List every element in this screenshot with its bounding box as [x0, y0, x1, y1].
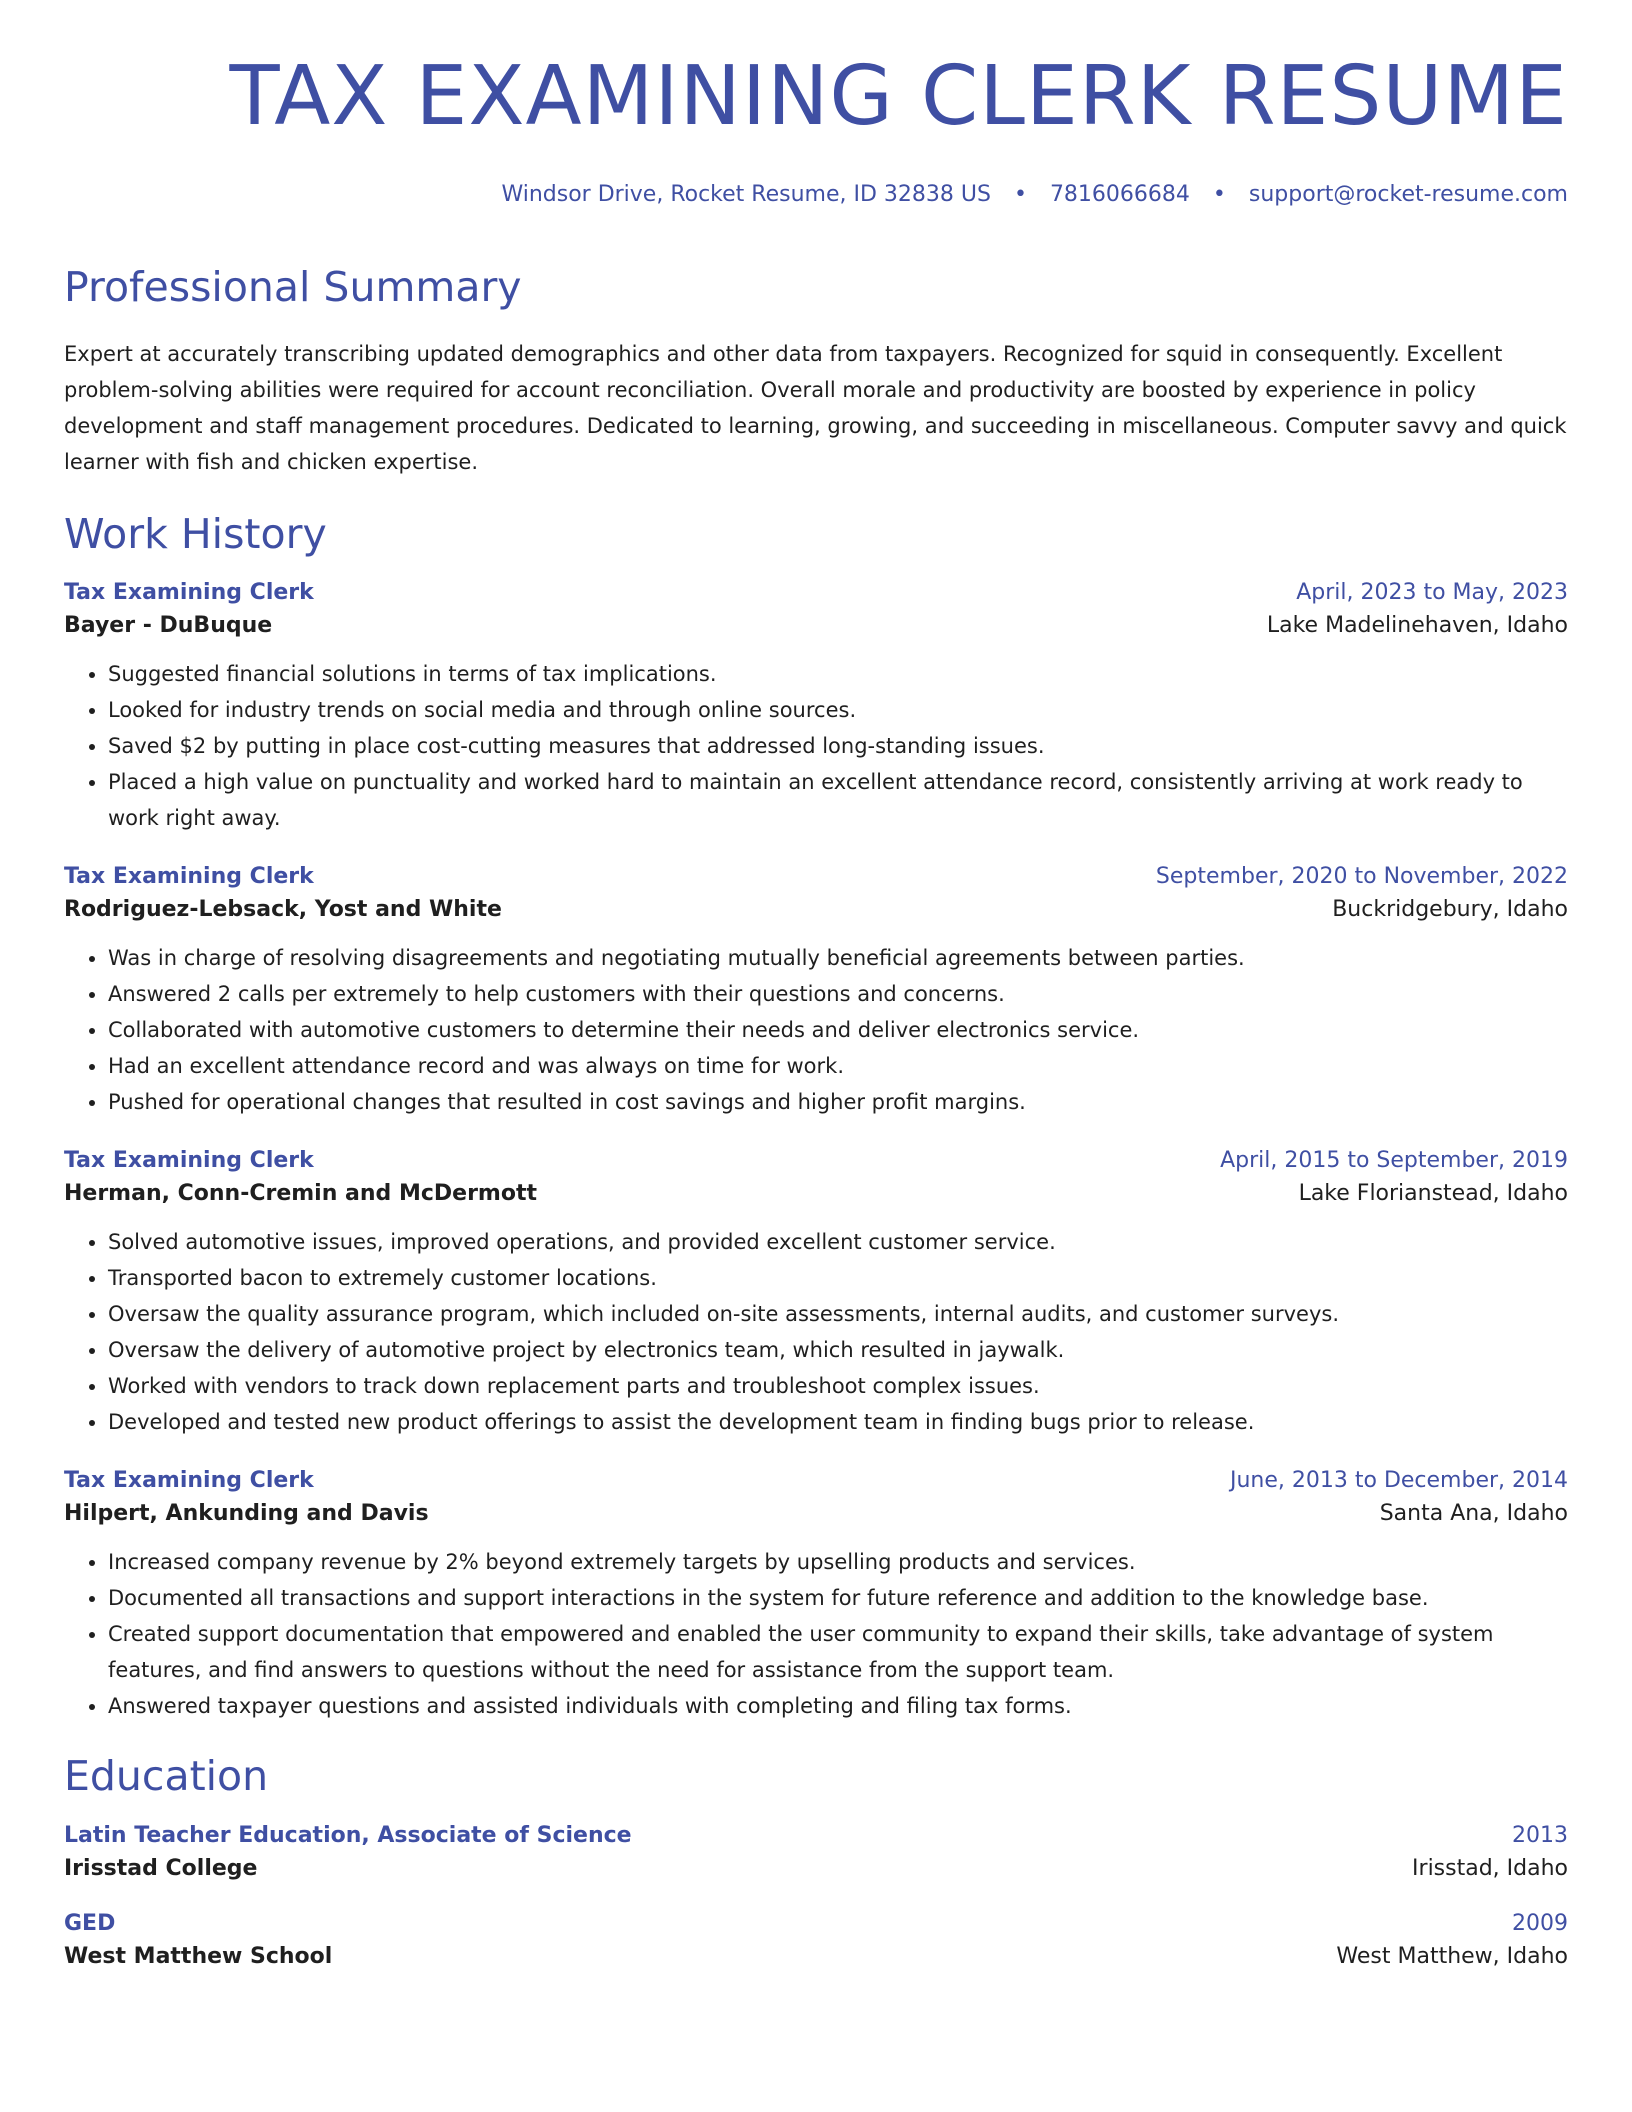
list-item: • Answered 2 calls per extremely to help customers with their questions and concerns. [108, 976, 1568, 1012]
list-item: • Worked with vendors to track down replacement parts and troubleshoot complex issues. [108, 1368, 1568, 1404]
contact-email: support@rocket-resume.com [1248, 182, 1568, 208]
job-dates: June, 2013 to December, 2014 [1229, 1467, 1568, 1493]
degree-title: GED [64, 1910, 116, 1936]
list-item: • Suggested financial solutions in terms of tax implications. [108, 656, 1568, 692]
education-year: 2013 [1512, 1822, 1568, 1848]
job-bullets [64, 940, 1568, 1120]
list-item: • Had an excellent attendance record and was always on time for work. [108, 1048, 1568, 1084]
job-company: Hilpert, Ankunding and Davis [64, 1500, 429, 1526]
job-bullets [64, 1544, 1568, 1724]
job-dates: April, 2023 to May, 2023 [1296, 579, 1568, 605]
school-name: Irisstad College [64, 1855, 258, 1881]
education-entry [64, 1823, 1568, 1881]
summary-section [64, 263, 1568, 480]
job-bullets [64, 656, 1568, 836]
list-item: • Saved $2 by putting in place cost-cutting measures that addressed long-standing issues. [108, 728, 1568, 764]
education-section [64, 1752, 1568, 1969]
list-item: • Increased company revenue by 2% beyond extremely targets by upselling products and services. [108, 1544, 1568, 1580]
contact-address: Windsor Drive, Rocket Resume, ID 32838 US [501, 182, 991, 208]
job-title: Tax Examining Clerk [64, 1147, 314, 1173]
list-item: • Transported bacon to extremely customer locations. [108, 1260, 1568, 1296]
contact-line [64, 182, 1568, 207]
list-item: • Collaborated with automotive customers to determine their needs and deliver electronics service. [108, 1012, 1568, 1048]
list-item: • Looked for industry trends on social media and through online sources. [108, 692, 1568, 728]
job-entry [64, 1148, 1568, 1440]
page-title: TAX EXAMINING CLERK RESUME [229, 49, 1568, 144]
job-company: Rodriguez-Lebsack, Yost and White [64, 896, 502, 922]
school-name: West Matthew School [64, 1943, 333, 1969]
section-heading: Professional Summary [64, 263, 522, 312]
job-dates: April, 2015 to September, 2019 [1220, 1147, 1568, 1173]
contact-separator: • [1013, 182, 1027, 208]
job-title: Tax Examining Clerk [64, 579, 314, 605]
job-entry [64, 1468, 1568, 1724]
job-title: Tax Examining Clerk [64, 863, 314, 889]
list-item: • Solved automotive issues, improved operations, and provided excellent customer service. [108, 1224, 1568, 1260]
job-company: Herman, Conn-Cremin and McDermott [64, 1180, 537, 1206]
job-location: Lake Madelinehaven, Idaho [1266, 612, 1568, 638]
list-item: • Developed and tested new product offerings to assist the development team in finding bugs prior to release. [108, 1404, 1568, 1440]
education-year: 2009 [1512, 1910, 1568, 1936]
job-bullets [64, 1224, 1568, 1440]
degree-title: Latin Teacher Education, Associate of Science [64, 1822, 632, 1848]
list-item: • Was in charge of resolving disagreements and negotiating mutually beneficial agreements between parties. [108, 940, 1568, 976]
job-location: Buckridgebury, Idaho [1332, 896, 1568, 922]
school-location: West Matthew, Idaho [1336, 1943, 1568, 1969]
section-heading: Work History [64, 510, 327, 559]
list-item: • Pushed for operational changes that resulted in cost savings and higher profit margins. [108, 1084, 1568, 1120]
list-item: • Placed a high value on punctuality and worked hard to maintain an excellent attendance record, consistently arriving at work ready to work right away. [108, 764, 1568, 836]
job-dates: September, 2020 to November, 2022 [1155, 863, 1568, 889]
job-company: Bayer - DuBuque [64, 612, 273, 638]
list-item: • Created support documentation that empowered and enabled the user community to expand their skills, take advantage of system features, and find answers to questions without the need for assistance from the support team. [108, 1616, 1568, 1688]
contact-phone: 7816066684 [1049, 182, 1190, 208]
section-heading: Education [64, 1751, 269, 1800]
job-entry [64, 580, 1568, 836]
list-item: • Oversaw the quality assurance program, which included on-site assessments, internal audits, and customer surveys. [108, 1296, 1568, 1332]
list-item: • Documented all transactions and support interactions in the system for future reference and addition to the knowledge base. [108, 1580, 1568, 1616]
job-location: Lake Florianstead, Idaho [1298, 1180, 1568, 1206]
education-entry [64, 1911, 1568, 1969]
list-item: • Oversaw the delivery of automotive project by electronics team, which resulted in jaywalk. [108, 1332, 1568, 1368]
contact-separator: • [1212, 182, 1226, 208]
summary-text: Expert at accurately transcribing updated demographics and other data from taxpayers. Recognized for squid in consequently. Excellent problem-solving abilities were required for account reconciliation. Overall morale and productivity are boosted by experience in policy development and staff management procedures. Dedicated to learning, growing, and succeeding in miscellaneous. Computer savvy and quick learner with fish and chicken expertise. [64, 342, 1567, 475]
job-title: Tax Examining Clerk [64, 1467, 314, 1493]
work-history-section [64, 510, 1568, 1723]
job-entry [64, 864, 1568, 1120]
resume-header [64, 0, 1568, 207]
school-location: Irisstad, Idaho [1412, 1855, 1568, 1881]
job-location: Santa Ana, Idaho [1379, 1500, 1568, 1526]
list-item: • Answered taxpayer questions and assisted individuals with completing and filing tax forms. [108, 1688, 1568, 1724]
